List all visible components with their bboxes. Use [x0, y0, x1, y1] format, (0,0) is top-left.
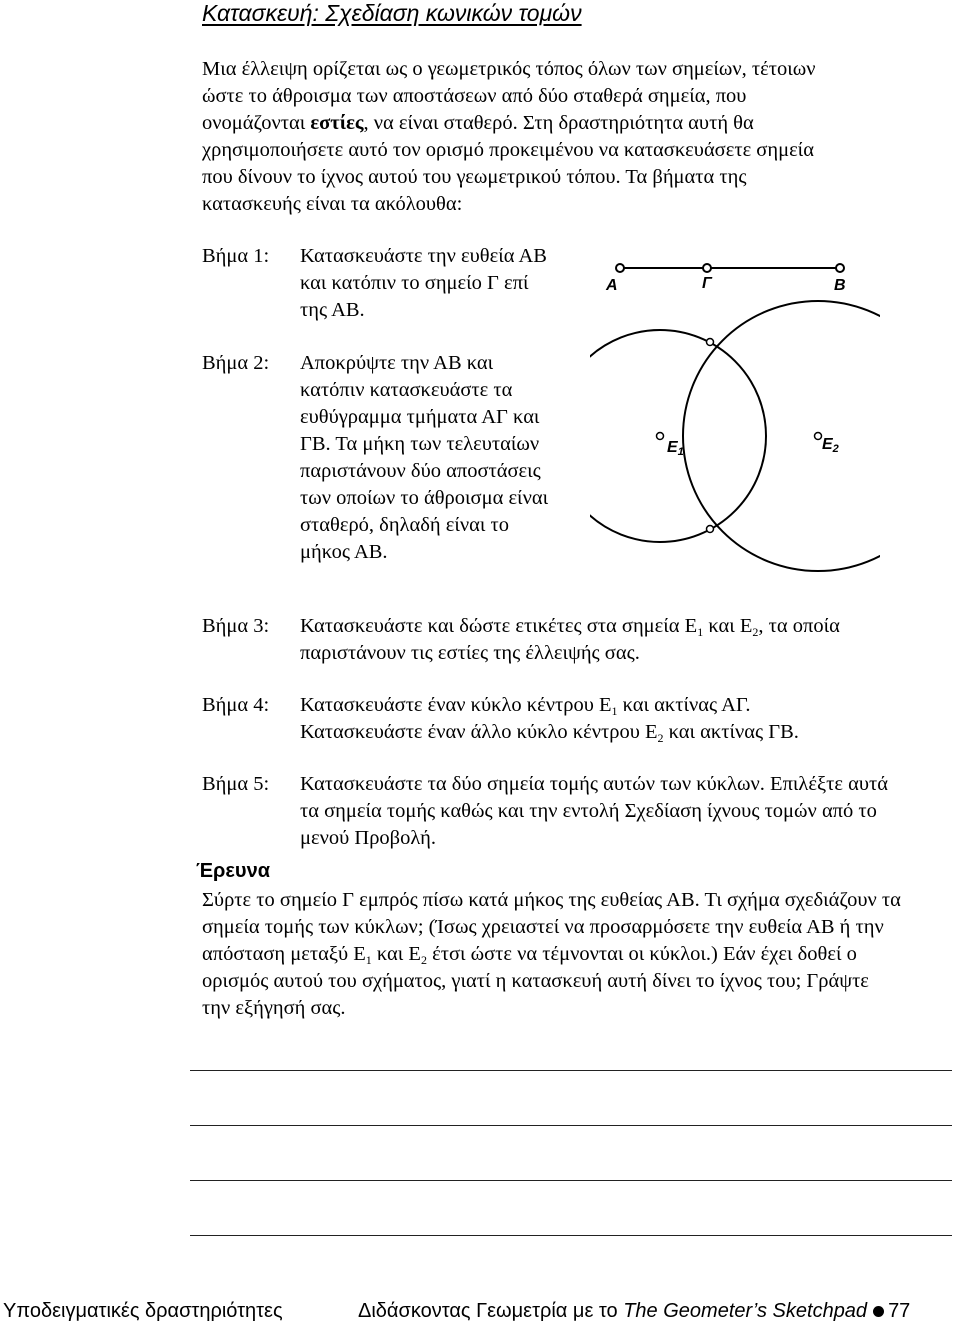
point-a	[616, 264, 624, 272]
label-e1-letter: Ε	[667, 439, 678, 456]
label-e2	[822, 436, 839, 455]
footer-software-name: The Geometer’s Sketchpad	[623, 1300, 868, 1322]
step-3-subscript: 2	[752, 625, 759, 639]
step-4-text	[300, 692, 880, 746]
step-4-text-part: και ακτίνας ΓΒ.	[663, 721, 799, 743]
step-4-subscript: 2	[657, 731, 664, 745]
footer-section-title: Υποδειγματικές δραστηριότητες	[3, 1300, 283, 1322]
step-3-text-part: , τα οποία παριστάνουν τις εστίες της έλλειψής σας.	[300, 615, 840, 664]
step-3-text	[300, 613, 870, 667]
research-text	[202, 887, 902, 1022]
research-subscript: 2	[420, 953, 427, 967]
answer-line	[190, 1125, 952, 1126]
label-e2-subscript: 2	[832, 443, 839, 455]
intro-text-end: , να είναι σταθερό. Στη δραστηριότητα αυτή θα χρησιμοποιήσετε αυτό τον ορισμό προκειμένου να κατασκευάσετε σημεία που δίνουν το ίχνος αυτού του γεωμετρικού τόπου. Τα βήματα της κατασκευής είναι τα ακόλουθα:	[202, 112, 814, 215]
page-number: 77	[888, 1300, 911, 1322]
research-heading: Έρευνα	[196, 860, 270, 882]
intro-bold-term: εστίες	[310, 112, 364, 134]
intro-paragraph	[202, 56, 842, 218]
footer-book-text: Διδάσκοντας Γεωμετρία με το	[358, 1300, 624, 1322]
point-g	[703, 264, 711, 272]
circle-e1	[590, 330, 766, 542]
intersection-top	[707, 339, 714, 346]
point-b	[836, 264, 844, 272]
label-a: Α	[606, 277, 618, 294]
step-4-line-2	[300, 719, 880, 746]
label-e1	[667, 439, 684, 458]
answer-line	[190, 1180, 952, 1181]
point-e2	[815, 433, 822, 440]
step-2-text: Αποκρύψτε την ΑΒ και κατόπιν κατασκευάστε τα ευθύγραμμα τμήματα ΑΓ και ΓΒ. Τα μήκη των τελευταίων παριστάνουν δύο αποστάσεις των οποίων το άθροισμα είναι σταθερό, δηλαδή είναι το μήκος ΑΒ.	[300, 352, 549, 563]
step-2-label: Βήμα 2:	[202, 352, 270, 374]
intersection-bottom	[707, 526, 714, 533]
label-b: Β	[834, 277, 846, 294]
step-4-text-part: Κατασκευάστε έναν κύκλο κέντρου Ε	[300, 694, 612, 716]
step-3-subscript: 1	[697, 625, 704, 639]
step-3-text-part: Κατασκευάστε και δώστε ετικέτες στα σημεία Ε	[300, 615, 698, 637]
bullet-icon	[873, 1306, 884, 1317]
label-e2-letter: Ε	[822, 436, 833, 453]
research-text-part: Σύρτε το σημείο Γ εμπρός πίσω κατά μήκος της ευθείας ΑΒ. Τι σχήμα σχεδιάζουν τα σημεία τομής των κύκλων; (Ίσως χρειαστεί να προσαρμόσετε την ευθεία ΑΒ ή την απόσταση μεταξύ Ε	[202, 889, 901, 965]
label-g: Γ	[702, 275, 712, 292]
research-text-part: και Ε	[371, 943, 421, 965]
construction-diagram	[590, 250, 880, 580]
step-5-label: Βήμα 5:	[202, 773, 270, 795]
page-title: Κατασκευή: Σχεδίαση κωνικών τομών	[202, 0, 582, 26]
step-4-text-part: και ακτίνας ΑΓ.	[617, 694, 751, 716]
answer-line	[190, 1070, 952, 1071]
research-subscript: 1	[365, 953, 372, 967]
point-e1	[657, 433, 664, 440]
step-1-text: Κατασκευάστε την ευθεία ΑΒ και κατόπιν το σημείο Γ επί της ΑΒ.	[300, 245, 547, 321]
answer-line	[190, 1235, 952, 1236]
footer-book-title	[358, 1300, 910, 1323]
step-1-label: Βήμα 1:	[202, 245, 270, 267]
step-4-label: Βήμα 4:	[202, 694, 270, 716]
step-3-text-part: και Ε	[703, 615, 753, 637]
label-e1-subscript: 1	[677, 446, 684, 458]
step-4-line-1	[300, 692, 880, 719]
step-4-text-part: Κατασκευάστε έναν άλλο κύκλο κέντρου Ε	[300, 721, 658, 743]
step-3-label: Βήμα 3:	[202, 615, 270, 637]
intro-text-start: Μια έλλειψη ορίζεται ως ο γεωμετρικός τόπος όλων των σημείων, τέτοιων ώστε το άθροισμα των αποστάσεων από δύο σταθερά σημεία, που ονομάζονται	[202, 58, 816, 134]
step-4-subscript: 1	[611, 704, 618, 718]
step-5-text: Κατασκευάστε τα δύο σημεία τομής αυτών των κύκλων. Επιλέξτε αυτά τα σημεία τομής καθώς και την εντολή Σχεδίαση ίχνους τομών από το μενού Προβολή.	[300, 773, 888, 849]
research-text-part: έτσι ώστε να τέμνονται οι κύκλοι.) Εάν έχει δοθεί ο ορισμός αυτού του σχήματος, γιατί η κατασκευή αυτή δίνει το ίχνος του; Γράψτε την εξήγησή σας.	[202, 943, 869, 1019]
